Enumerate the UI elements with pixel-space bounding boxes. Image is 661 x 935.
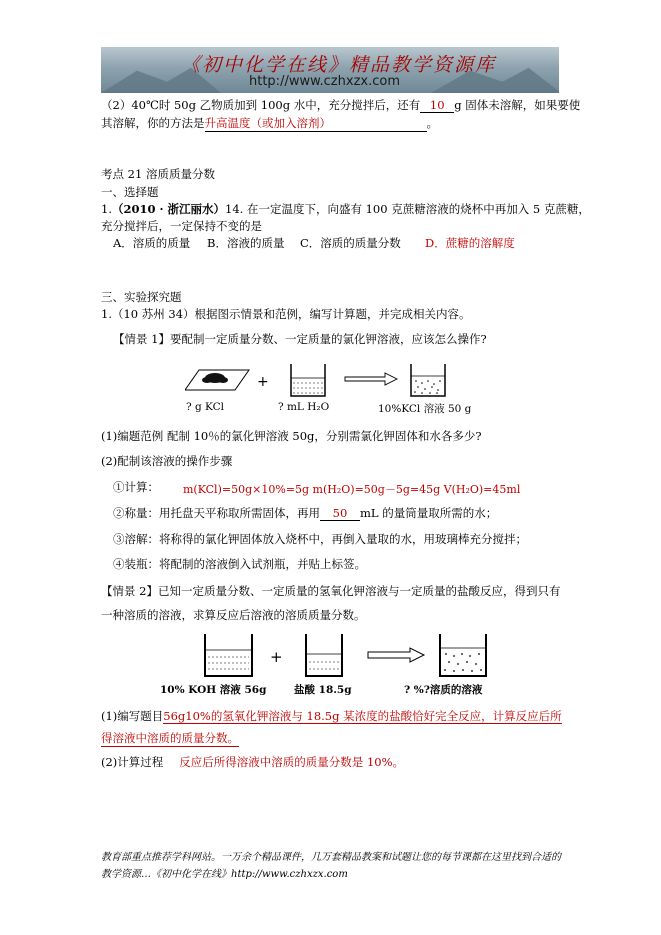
banner-url[interactable]: http://www.czhxzx.com xyxy=(249,74,400,89)
exp-q1-line2: 得溶液中溶质的质量分数。 xyxy=(101,731,239,745)
q1-answer-line1: 56g10%的氢氧化钾溶液与 18.5g 某浓度的盐酸恰好完全反应，计算反应后所 xyxy=(163,709,562,723)
exp-q1-line1 xyxy=(101,708,562,724)
scenario-2-line2: 一种溶质的溶液，求算反应后溶液的溶质质量分数。 xyxy=(101,608,366,622)
beaker-kcl-solution-icon xyxy=(411,364,445,396)
mc-opt-b: B．溶液的质量 xyxy=(207,236,285,250)
section-3-title: 三、实验探究题 xyxy=(101,290,182,304)
q2-end: 。 xyxy=(426,116,438,130)
arrow-icon-1 xyxy=(345,373,397,385)
section-21-title: 考点 21 溶质质量分数 xyxy=(101,167,215,181)
plus-sign-1: + xyxy=(257,374,269,390)
fig2-caption-hcl: 盐酸 18.5g xyxy=(294,684,352,696)
mc-stem-line2: 充分搅拌后，一定保持不变的是 xyxy=(101,219,262,233)
scenario-2-line1: 【情景 2】已知一定质量分数、一定质量的氢氧化钾溶液与一定质量的盐酸反应，得到只有 xyxy=(101,584,561,598)
exp-intro: 1.（10 苏州 34）根据图示情景和范例，编写计算题，并完成相关内容。 xyxy=(101,307,471,321)
mc-source: （2010 · 浙江丽水） xyxy=(111,202,226,216)
step2-prefix: ②称量：用托盘天平称取所需固体，再用 xyxy=(113,506,320,520)
exp-p2: (2)配制该溶液的操作步骤 xyxy=(101,454,233,468)
figure-1 xyxy=(185,360,515,400)
mc-stem-line1 xyxy=(101,201,590,217)
beaker-water-icon xyxy=(291,364,325,396)
fig2-caption-koh: 10% KOH 溶液 56g xyxy=(160,684,267,696)
q2-line2 xyxy=(101,115,438,132)
arrow-icon-2 xyxy=(368,648,424,662)
section-21-sub: 一、选择题 xyxy=(101,185,159,199)
header-banner xyxy=(101,47,559,93)
mc-num: 1. xyxy=(101,202,112,216)
mc-opt-d: D．蔗糖的溶解度 xyxy=(425,236,515,250)
step-1 xyxy=(113,479,159,495)
fig1-caption-solution: 10%KCl 溶液 50 g xyxy=(378,403,472,415)
q2-mid: g 固体未溶解，如果要使 xyxy=(454,98,581,112)
scenario-1-title: 【情景 1】要配制一定质量分数、一定质量的氯化钾溶液，应该怎么操作? xyxy=(113,332,487,346)
exp-p1: (1)编题范例 配制 10％的氯化钾溶液 50g，分别需氯化钾固体和水各多少? xyxy=(101,429,482,443)
q1-prefix: (1)编写题目 xyxy=(101,709,164,723)
exp-q2 xyxy=(101,754,404,770)
q2-blank1: 10 xyxy=(420,98,454,113)
step-1-answer: m(KCl)=50g×10%=5g m(H₂O)=50g－5g=45g V(H₂O)=45ml xyxy=(183,483,521,496)
banner-title: 《初中化学在线》精品教学资源库 xyxy=(181,54,497,76)
fig1-caption-kcl: ? g KCl xyxy=(186,401,224,413)
step2-suffix: mL 的量筒量取所需的水； xyxy=(360,506,498,520)
step-2 xyxy=(113,505,497,521)
step1-label: ①计算： xyxy=(113,480,159,494)
step-3: ③溶解：将称得的氯化钾固体放入烧杯中，再倒入量取的水，用玻璃棒充分搅拌； xyxy=(113,532,527,546)
mc-opt-a: A．溶质的质量 xyxy=(113,236,191,250)
q2-line1 xyxy=(101,97,580,113)
q2-line2-prefix: 其溶解，你的方法是 xyxy=(101,116,205,130)
footer-line2[interactable]: 教学资源…《初中化学在线》http://www.czhxzx.com xyxy=(101,869,348,880)
mc-stem1: 14. 在一定温度下，向盛有 100 克蔗糖溶液的烧杯中再加入 5 克蔗糖， xyxy=(225,202,590,216)
figure-2 xyxy=(200,632,500,680)
beaker-product-icon xyxy=(440,634,486,676)
mc-opt-c: C．溶质的质量分数 xyxy=(300,236,401,250)
beaker-hcl-icon xyxy=(306,634,342,676)
fig1-caption-water: ? mL H₂O xyxy=(278,401,330,413)
step-4: ④装瓶：将配制的溶液倒入试剂瓶，并贴上标签。 xyxy=(113,557,366,571)
footer-line1: 教育部重点推荐学科网站。一万余个精品课件，几万套精品教案和试题让您的每节课都在这里找到合适的 xyxy=(101,852,561,863)
footer xyxy=(101,849,561,883)
plus-sign-2: + xyxy=(270,648,283,666)
q2-calc-answer: 反应后所得溶液中溶质的质量分数是 10%。 xyxy=(179,755,405,769)
q2-calc-prefix: (2)计算过程 xyxy=(101,755,164,769)
fig2-caption-product: ? %?溶质的溶液 xyxy=(404,684,483,696)
q2-prefix: （2）40℃时 50g 乙物质加到 100g 水中，充分搅拌后，还有 xyxy=(101,98,421,112)
q2-blank2: 升高温度（或加入溶剂） xyxy=(205,115,427,132)
beaker-koh-icon xyxy=(205,634,252,676)
step2-blank: 50 xyxy=(320,506,360,521)
weighing-paper-kcl-icon xyxy=(185,370,249,390)
